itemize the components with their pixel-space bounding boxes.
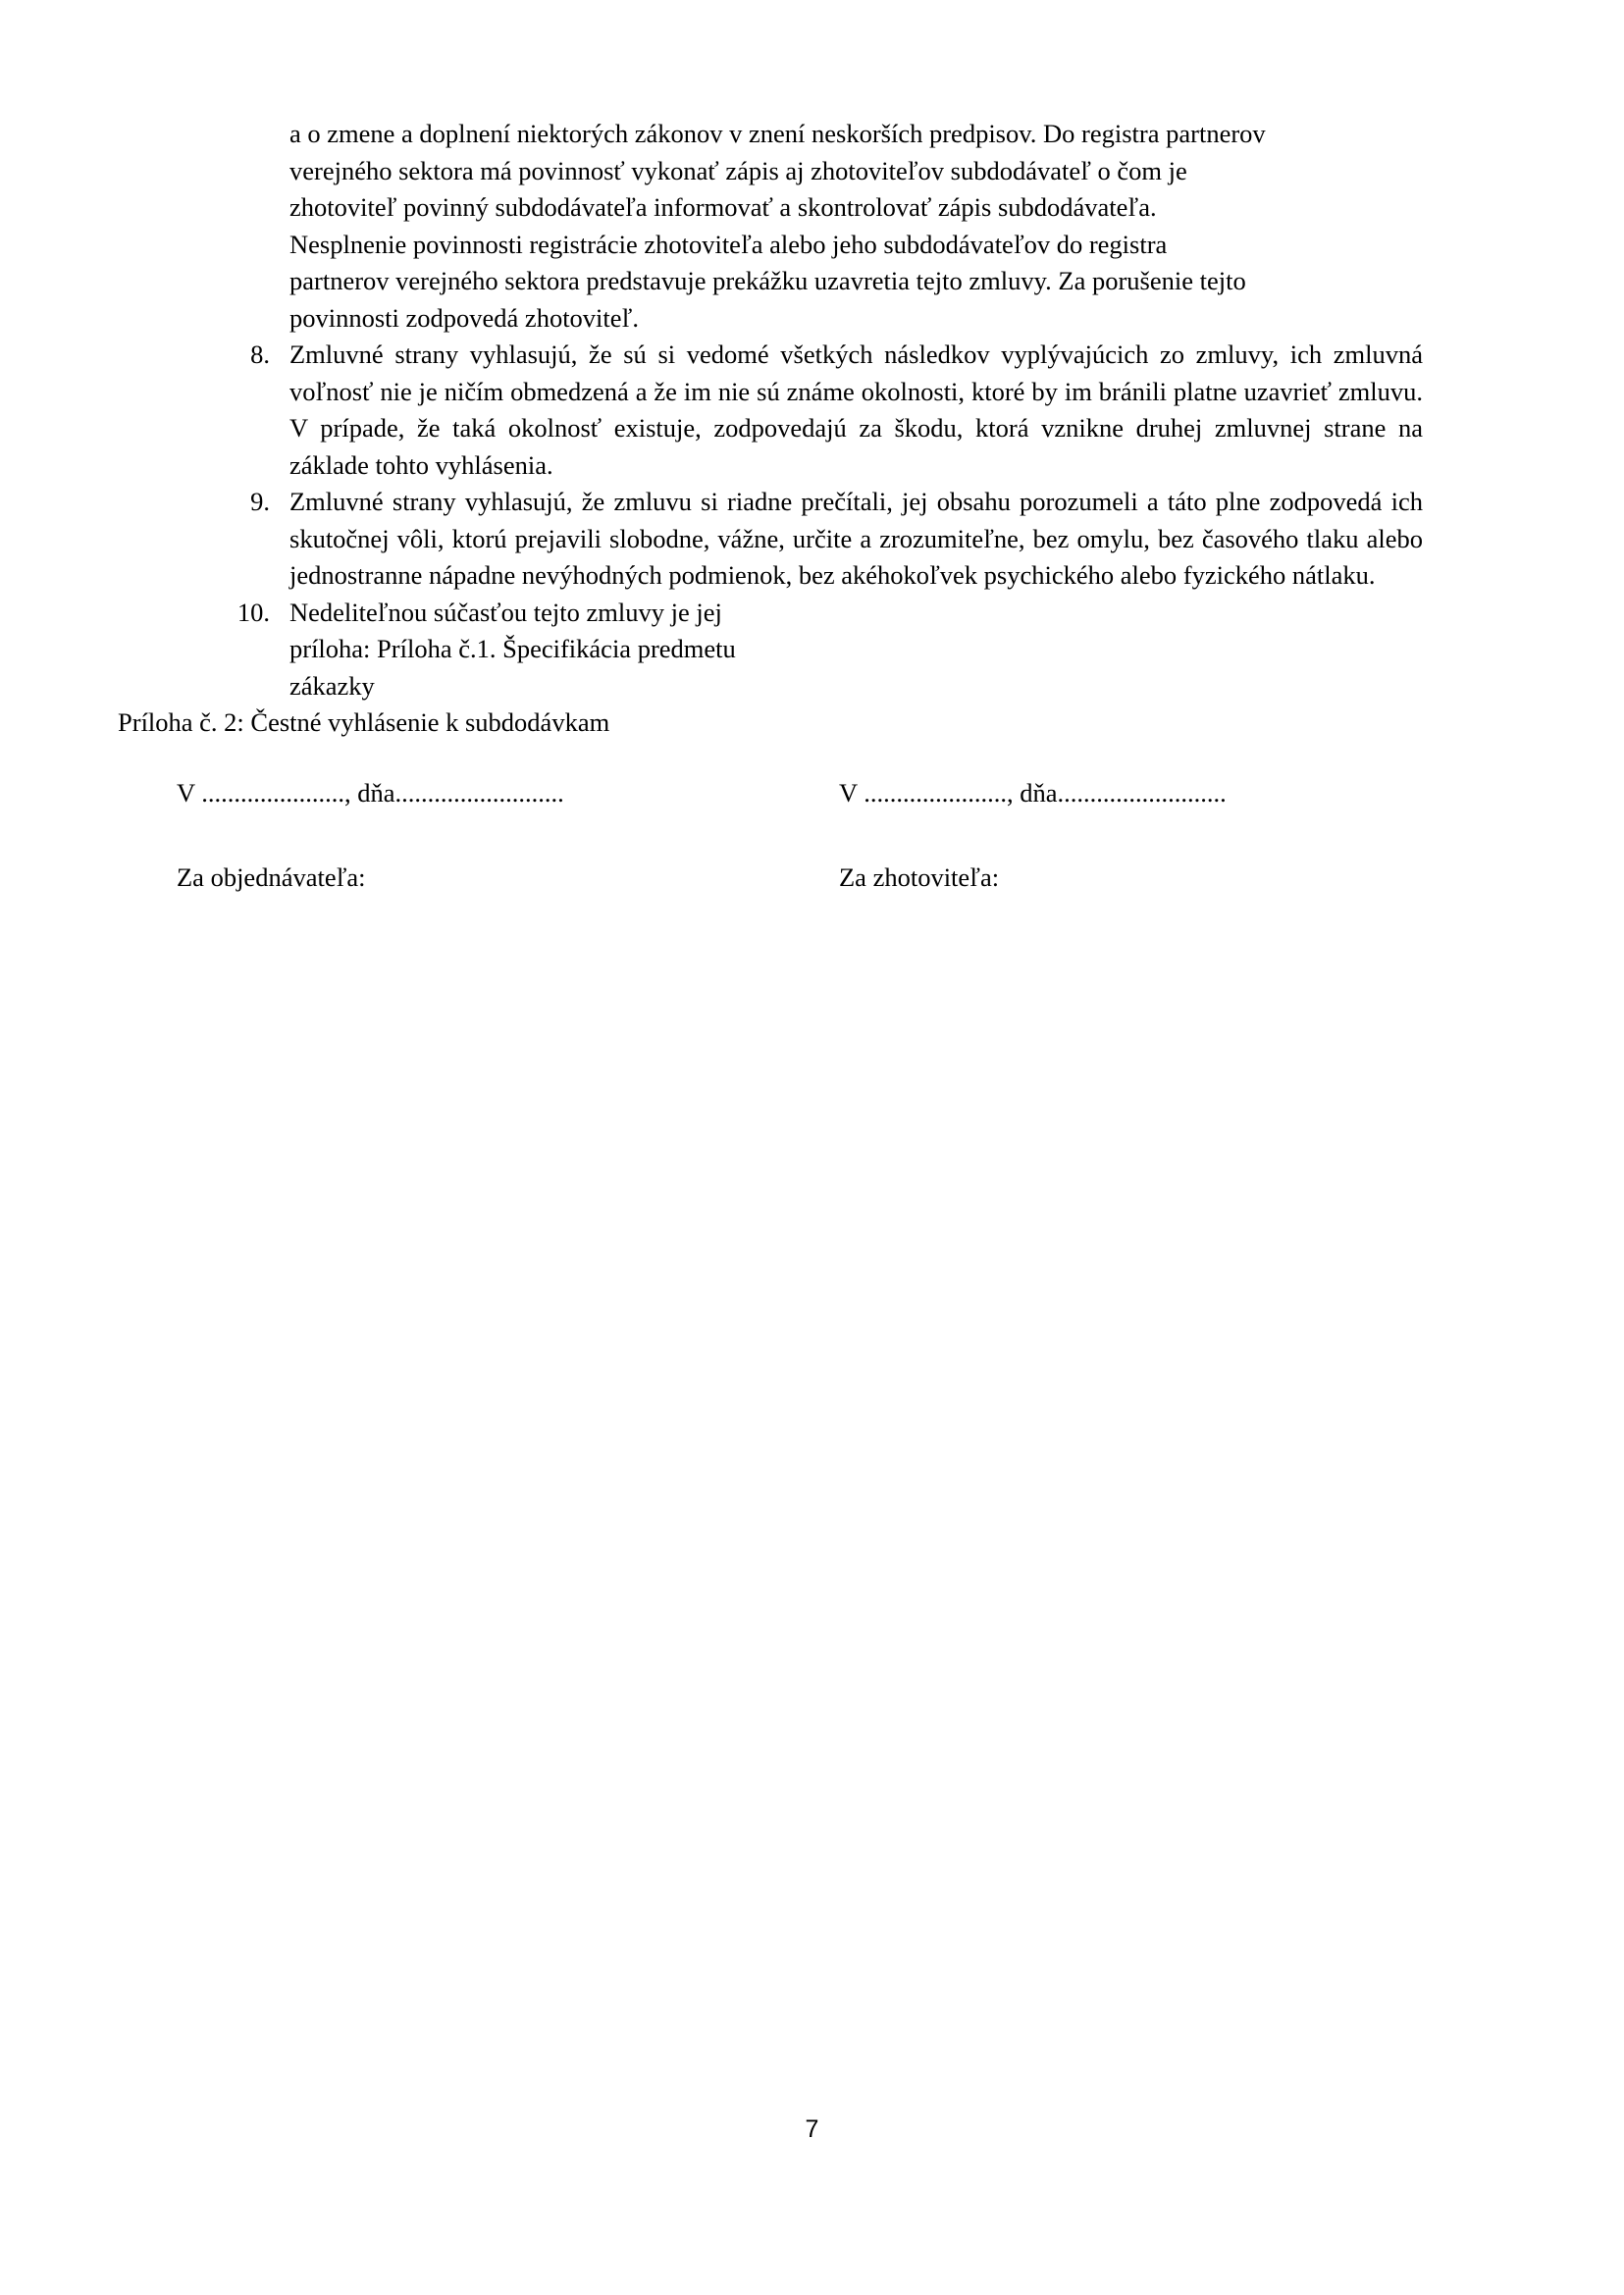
signature-place-date-right: V ......................, dňa.......................... (839, 778, 1227, 808)
signature-block (118, 775, 1433, 896)
clause-line: zákazky (289, 670, 375, 701)
clause-text (289, 595, 1423, 705)
page-number: 7 (805, 2115, 819, 2143)
clause-text: Zmluvné strany vyhlasujú, že sú si vedomé všetkých následkov vyplývajúcich zo zmluvy, ich zmluvná voľnosť nie je ničím obmedzená a že im nie sú známe okolnosti, ktoré by im bránili platne uzavrieť zmluvu. V prípade, že taká okolnosť existuje, zodpovedajú za škodu, ktorá vznikne druhej zmluvnej strane na základe tohto vyhlásenia. (289, 339, 1423, 480)
intro-line: a o zmene a doplnení niektorých zákonov v znení neskorších predpisov. Do registra partnerov (289, 119, 1266, 148)
clause-item-10 (118, 595, 1423, 705)
intro-line: povinnosti zodpovedá zhotoviteľ. (289, 302, 639, 333)
intro-line: zhotoviteľ povinný subdodávateľa informovať a skontrolovať zápis subdodávateľa. (289, 192, 1157, 222)
signature-party-row (118, 860, 1433, 897)
intro-line: verejného sektora má povinnosť vykonať zápis aj zhotoviteľov subdodávateľ o čom je (289, 155, 1187, 185)
clause-list (118, 337, 1423, 704)
clause-line: Nedeliteľnou súčasťou tejto zmluvy je jej (289, 597, 722, 627)
clause-text: Zmluvné strany vyhlasujú, že zmluvu si riadne prečítali, jej obsahu porozumeli a táto plne zodpovedá ich skutočnej vôli, ktorú prejavili slobodne, vážne, určite a zrozumiteľne, bez omylu, bez časového tlaku alebo jednostranne nápadne nevýhodných podmienok, bez akéhokoľvek psychického alebo fyzického nátlaku. (289, 487, 1423, 590)
intro-paragraph (289, 116, 1423, 337)
signature-party-right: Za zhotoviteľa: (839, 861, 1000, 892)
intro-line: partnerov verejného sektora predstavuje prekážku uzavretia tejto zmluvy. Za porušenie tejto (289, 266, 1246, 295)
attachment-reference: Príloha č. 2: Čestné vyhlásenie k subdodávkam (118, 707, 610, 737)
signature-place-date-left: V ......................, dňa.......................... (177, 778, 564, 808)
document-body (118, 116, 1423, 742)
signature-place-date-row (118, 775, 1433, 812)
clause-line: príloha: Príloha č.1. Špecifikácia predmetu (289, 634, 736, 663)
intro-line: Nesplnenie povinnosti registrácie zhotoviteľa alebo jeho subdodávateľov do registra (289, 229, 1168, 259)
clause-number: 10. (236, 597, 270, 627)
signature-party-left: Za objednávateľa: (177, 861, 366, 892)
clause-item-8 (118, 337, 1423, 484)
clause-number: 8. (250, 339, 270, 369)
clause-item-9 (118, 484, 1423, 595)
clause-number: 9. (250, 487, 270, 516)
